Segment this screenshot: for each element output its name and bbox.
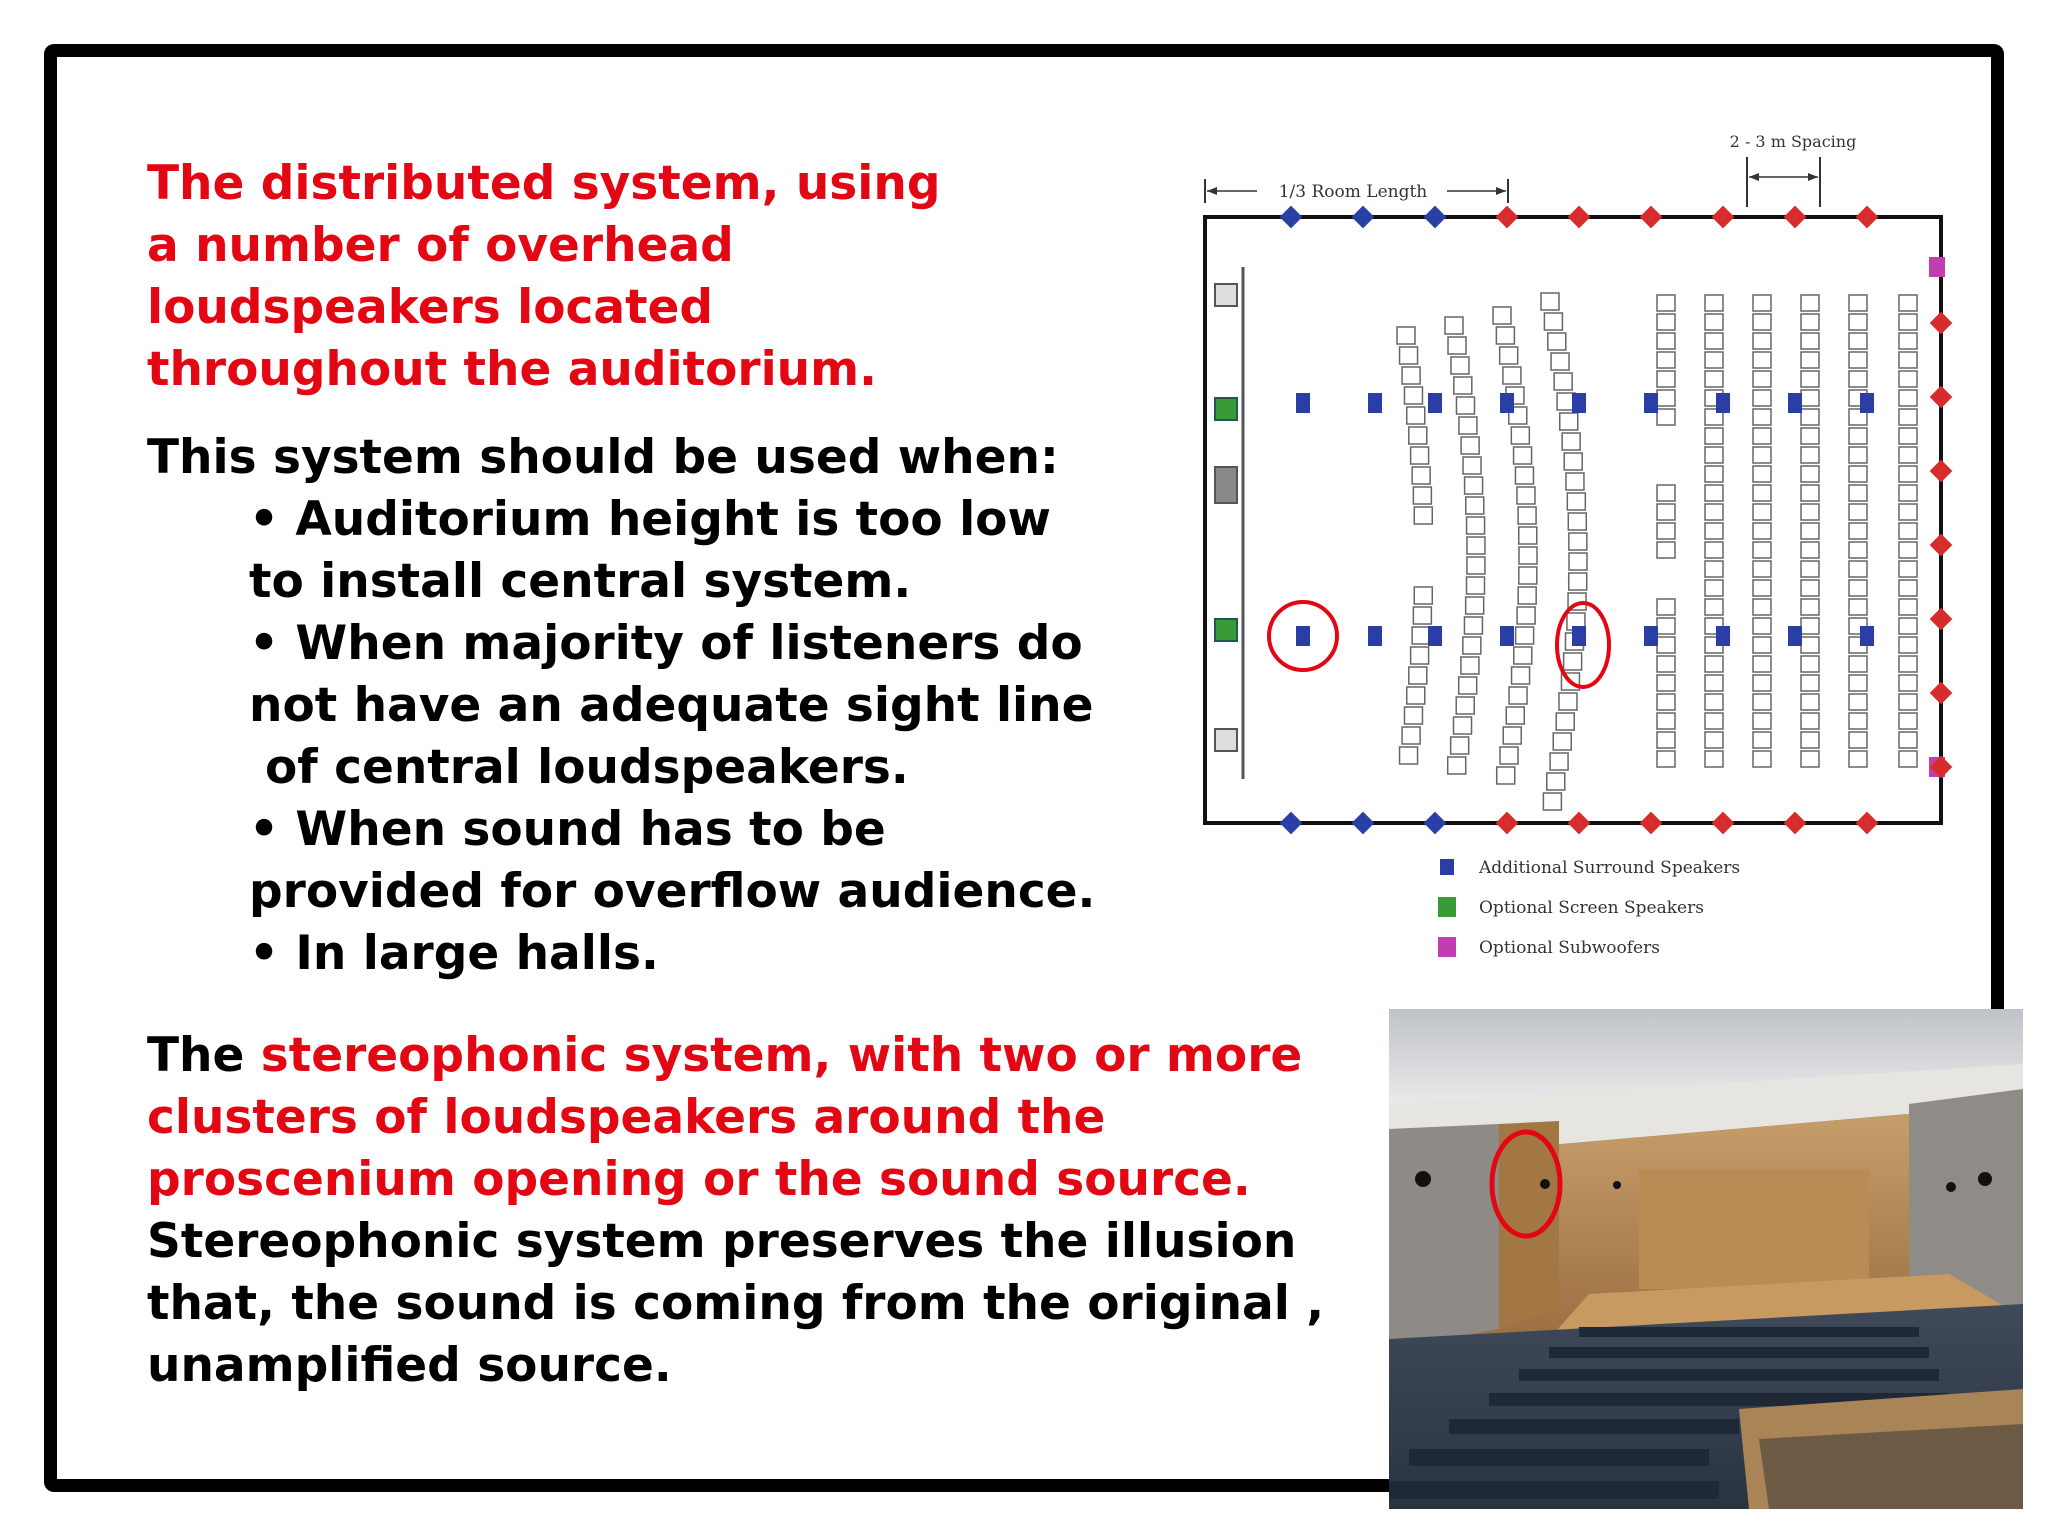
seat <box>1899 561 1917 577</box>
heading-line: throughout the auditorium. <box>147 342 877 397</box>
seat <box>1543 793 1561 810</box>
seat <box>1753 675 1771 691</box>
overhead-speaker <box>1860 626 1874 646</box>
seat <box>1657 314 1675 330</box>
seat <box>1496 327 1514 344</box>
seat <box>1801 352 1819 368</box>
seat <box>1516 627 1534 644</box>
seat <box>1705 561 1723 577</box>
seat <box>1409 667 1427 684</box>
seat <box>1657 599 1675 615</box>
seat <box>1899 390 1917 406</box>
overhead-speaker <box>1788 626 1802 646</box>
overhead-speaker <box>1788 393 1802 413</box>
seat <box>1849 485 1867 501</box>
seat <box>1801 428 1819 444</box>
seat <box>1467 557 1485 574</box>
seat <box>1753 599 1771 615</box>
seat <box>1657 523 1675 539</box>
seat <box>1463 637 1481 654</box>
seat <box>1657 371 1675 387</box>
seat <box>1705 504 1723 520</box>
legend-swatch-subwoofer <box>1438 937 1456 957</box>
seat <box>1514 647 1532 664</box>
bullet-line: • When sound has to be <box>249 802 886 857</box>
seat <box>1899 599 1917 615</box>
seat <box>1849 428 1867 444</box>
seat <box>1567 493 1585 510</box>
seat <box>1801 580 1819 596</box>
seat <box>1753 352 1771 368</box>
seat <box>1705 447 1723 463</box>
seat <box>1801 333 1819 349</box>
auditorium-plan-diagram <box>1187 117 1987 977</box>
overhead-speaker <box>1644 393 1658 413</box>
overhead-speaker <box>1500 626 1514 646</box>
seat <box>1801 656 1819 672</box>
seat <box>1705 580 1723 596</box>
seat <box>1705 466 1723 482</box>
seat <box>1899 409 1917 425</box>
seat <box>1466 597 1484 614</box>
seat <box>1657 694 1675 710</box>
seat <box>1705 713 1723 729</box>
center-speaker <box>1215 467 1237 503</box>
seat <box>1657 295 1675 311</box>
seat <box>1657 485 1675 501</box>
seat <box>1461 437 1479 454</box>
screen-speaker-gray <box>1215 729 1237 751</box>
room-length-dimension <box>1205 179 1508 203</box>
seat <box>1407 687 1425 704</box>
seat <box>1451 357 1469 374</box>
seat <box>1500 347 1518 364</box>
bullet-line: • When majority of listeners do <box>249 616 1083 671</box>
seat <box>1753 618 1771 634</box>
seat <box>1550 753 1568 770</box>
seat <box>1503 727 1521 744</box>
overhead-speaker <box>1296 626 1310 646</box>
seat <box>1849 352 1867 368</box>
seat <box>1849 371 1867 387</box>
seat <box>1753 732 1771 748</box>
seat <box>1564 653 1582 670</box>
seat <box>1899 618 1917 634</box>
seat <box>1657 656 1675 672</box>
seat <box>1801 390 1819 406</box>
seat <box>1519 567 1537 584</box>
seat <box>1519 527 1537 544</box>
seat <box>1849 542 1867 558</box>
seat <box>1657 713 1675 729</box>
bullet-line: not have an adequate sight line <box>249 678 1094 733</box>
seat <box>1899 352 1917 368</box>
seat <box>1404 387 1422 404</box>
seat <box>1515 467 1533 484</box>
seat <box>1899 580 1917 596</box>
overhead-speaker <box>1716 393 1730 413</box>
seat <box>1466 497 1484 514</box>
legend-swatch-surround <box>1440 859 1454 875</box>
seat <box>1899 637 1917 653</box>
seat <box>1849 656 1867 672</box>
seat <box>1657 409 1675 425</box>
stereo-body-text: unamplified source. <box>147 1338 672 1393</box>
seat <box>1402 727 1420 744</box>
seat <box>1413 607 1431 624</box>
seat <box>1849 599 1867 615</box>
seat <box>1801 751 1819 767</box>
legend-label: Optional Subwoofers <box>1479 938 1660 958</box>
seat <box>1517 607 1535 624</box>
seat <box>1849 314 1867 330</box>
seat <box>1414 587 1432 604</box>
seat <box>1514 447 1532 464</box>
seat <box>1849 295 1867 311</box>
seat <box>1569 573 1587 590</box>
overhead-speaker <box>1296 393 1310 413</box>
seat <box>1551 353 1569 370</box>
seat <box>1657 352 1675 368</box>
seat <box>1467 537 1485 554</box>
seat <box>1412 467 1430 484</box>
seat <box>1753 561 1771 577</box>
seat <box>1459 677 1477 694</box>
overhead-speaker <box>1368 626 1382 646</box>
bullet-line: of central loudspeakers. <box>265 740 909 795</box>
seat <box>1518 507 1536 524</box>
seat <box>1657 390 1675 406</box>
legend-label: Additional Surround Speakers <box>1479 858 1741 878</box>
seat <box>1801 504 1819 520</box>
seat <box>1801 295 1819 311</box>
seat <box>1456 697 1474 714</box>
seat <box>1753 542 1771 558</box>
seat <box>1461 657 1479 674</box>
seat <box>1849 713 1867 729</box>
heading-line: loudspeakers located <box>147 280 714 335</box>
room-length-label: 1/3 Room Length <box>1278 182 1428 202</box>
seat <box>1657 618 1675 634</box>
seat <box>1454 717 1472 734</box>
stereo-red-text: clusters of loudspeakers around the <box>147 1090 1106 1145</box>
seat <box>1467 577 1485 594</box>
seat <box>1657 732 1675 748</box>
seat <box>1899 713 1917 729</box>
seat <box>1544 313 1562 330</box>
seat <box>1753 314 1771 330</box>
seat <box>1899 466 1917 482</box>
seat <box>1801 447 1819 463</box>
seat <box>1451 737 1469 754</box>
seat <box>1400 747 1418 764</box>
seat <box>1657 675 1675 691</box>
overhead-speaker <box>1644 626 1658 646</box>
seat <box>1500 747 1518 764</box>
seat <box>1899 675 1917 691</box>
seat <box>1849 466 1867 482</box>
screen-speaker-green <box>1215 619 1237 641</box>
seat <box>1753 333 1771 349</box>
seat <box>1801 314 1819 330</box>
seat <box>1753 409 1771 425</box>
seat <box>1517 487 1535 504</box>
distributed-system-heading <box>147 153 940 401</box>
bullet-line: • Auditorium height is too low <box>249 492 1051 547</box>
overhead-speaker <box>1428 393 1442 413</box>
subwoofer <box>1929 257 1945 277</box>
seat <box>1560 413 1578 430</box>
seat <box>1541 293 1559 310</box>
seat <box>1705 732 1723 748</box>
seat <box>1705 295 1723 311</box>
overhead-speaker <box>1572 626 1586 646</box>
seat <box>1467 517 1485 534</box>
seat <box>1899 504 1917 520</box>
seat <box>1411 647 1429 664</box>
overhead-speaker <box>1860 393 1874 413</box>
seat <box>1512 667 1530 684</box>
seat <box>1849 504 1867 520</box>
seat <box>1459 417 1477 434</box>
seat <box>1753 580 1771 596</box>
seat <box>1705 675 1723 691</box>
overhead-speaker <box>1716 626 1730 646</box>
seat <box>1464 617 1482 634</box>
seat <box>1657 542 1675 558</box>
slide-frame <box>44 44 2004 1492</box>
seat <box>1657 637 1675 653</box>
screen-speaker-green <box>1215 398 1237 420</box>
seat <box>1899 542 1917 558</box>
seat <box>1454 377 1472 394</box>
seat <box>1801 599 1819 615</box>
seat <box>1414 507 1432 524</box>
seat <box>1753 466 1771 482</box>
seat <box>1753 523 1771 539</box>
seat <box>1849 694 1867 710</box>
seat <box>1569 553 1587 570</box>
seat <box>1899 447 1917 463</box>
seat <box>1511 427 1529 444</box>
seat <box>1548 333 1566 350</box>
seat <box>1801 561 1819 577</box>
seat <box>1413 487 1431 504</box>
seat <box>1753 694 1771 710</box>
seat <box>1497 767 1515 784</box>
seat <box>1705 751 1723 767</box>
seat <box>1801 732 1819 748</box>
seat <box>1705 599 1723 615</box>
seat <box>1753 390 1771 406</box>
legend-swatch-screen <box>1438 897 1456 917</box>
seat <box>1705 428 1723 444</box>
seat <box>1556 713 1574 730</box>
seat <box>1801 371 1819 387</box>
seat <box>1657 751 1675 767</box>
seat <box>1568 513 1586 530</box>
seat <box>1456 397 1474 414</box>
seat <box>1753 295 1771 311</box>
seat <box>1899 371 1917 387</box>
seat <box>1753 428 1771 444</box>
stereophonic-paragraph <box>147 1025 1324 1397</box>
seat <box>1801 542 1819 558</box>
seat <box>1705 656 1723 672</box>
seat <box>1562 433 1580 450</box>
seat <box>1899 656 1917 672</box>
stereo-lead: The <box>147 1028 261 1083</box>
seat <box>1849 447 1867 463</box>
seat <box>1566 473 1584 490</box>
diagram-legend <box>1438 858 1740 958</box>
heading-line: a number of overhead <box>147 218 734 273</box>
seat <box>1753 504 1771 520</box>
seat <box>1705 352 1723 368</box>
seat <box>1553 733 1571 750</box>
seat <box>1849 333 1867 349</box>
seat <box>1899 732 1917 748</box>
seat <box>1705 523 1723 539</box>
seat <box>1849 732 1867 748</box>
overhead-speaker <box>1368 393 1382 413</box>
seat <box>1801 618 1819 634</box>
seat <box>1657 333 1675 349</box>
seat <box>1411 447 1429 464</box>
seat <box>1899 694 1917 710</box>
spacing-dimension <box>1730 132 1857 207</box>
seat <box>1506 707 1524 724</box>
seat <box>1801 675 1819 691</box>
seat <box>1801 466 1819 482</box>
stereo-body-text: that, the sound is coming from the original , <box>147 1276 1325 1331</box>
seat <box>1899 295 1917 311</box>
seat <box>1753 637 1771 653</box>
seat <box>1753 713 1771 729</box>
screen-speaker-gray <box>1215 284 1237 306</box>
seat <box>1849 523 1867 539</box>
seat <box>1657 504 1675 520</box>
seat <box>1519 547 1537 564</box>
seat <box>1849 751 1867 767</box>
stereo-line <box>147 1025 1324 1087</box>
seat <box>1509 687 1527 704</box>
seat <box>1554 373 1572 390</box>
bullet-line: to install central system. <box>249 554 912 609</box>
seat <box>1493 307 1511 324</box>
seat <box>1559 693 1577 710</box>
seat <box>1753 485 1771 501</box>
overhead-speaker <box>1428 626 1442 646</box>
seat <box>1412 627 1430 644</box>
seat <box>1705 371 1723 387</box>
seat <box>1402 367 1420 384</box>
usage-intro: This system should be used when: <box>147 430 1059 485</box>
seat <box>1705 485 1723 501</box>
overhead-speaker <box>1500 393 1514 413</box>
seat <box>1899 485 1917 501</box>
seat <box>1801 713 1819 729</box>
seat <box>1705 542 1723 558</box>
seat <box>1448 337 1466 354</box>
seat <box>1849 580 1867 596</box>
auditorium-photo <box>1389 1009 2023 1509</box>
seat <box>1705 694 1723 710</box>
seat <box>1801 637 1819 653</box>
seat <box>1849 561 1867 577</box>
bullet-line: provided for overflow audience. <box>249 864 1096 919</box>
seat <box>1547 773 1565 790</box>
stereo-red-text: proscenium opening or the sound source. <box>147 1152 1251 1207</box>
seat <box>1445 317 1463 334</box>
bullet-line: • In large halls. <box>249 926 659 981</box>
seat <box>1753 447 1771 463</box>
seat <box>1400 347 1418 364</box>
seat <box>1397 327 1415 344</box>
seat <box>1404 707 1422 724</box>
overhead-speaker <box>1572 393 1586 413</box>
seat <box>1463 457 1481 474</box>
spacing-label: 2 - 3 m Spacing <box>1729 132 1857 151</box>
seat <box>1569 533 1587 550</box>
seat <box>1899 333 1917 349</box>
seat <box>1409 427 1427 444</box>
seat <box>1801 485 1819 501</box>
seat <box>1518 587 1536 604</box>
stereo-red-text: stereophonic system, with two or more <box>260 1028 1303 1083</box>
seat <box>1801 523 1819 539</box>
seat <box>1564 453 1582 470</box>
seat <box>1801 694 1819 710</box>
seat <box>1849 675 1867 691</box>
seat <box>1503 367 1521 384</box>
seat <box>1753 371 1771 387</box>
stereo-body-text: Stereophonic system preserves the illusion <box>147 1214 1297 1269</box>
seat <box>1753 751 1771 767</box>
legend-label: Optional Screen Speakers <box>1479 898 1704 918</box>
seat <box>1705 333 1723 349</box>
heading-line: The distributed system, using <box>147 156 941 211</box>
seat <box>1899 751 1917 767</box>
seat <box>1705 314 1723 330</box>
seat <box>1801 409 1819 425</box>
seat <box>1899 314 1917 330</box>
seat <box>1899 428 1917 444</box>
seat <box>1753 656 1771 672</box>
seat <box>1448 757 1466 774</box>
seat <box>1407 407 1425 424</box>
seat <box>1899 523 1917 539</box>
seat <box>1465 477 1483 494</box>
